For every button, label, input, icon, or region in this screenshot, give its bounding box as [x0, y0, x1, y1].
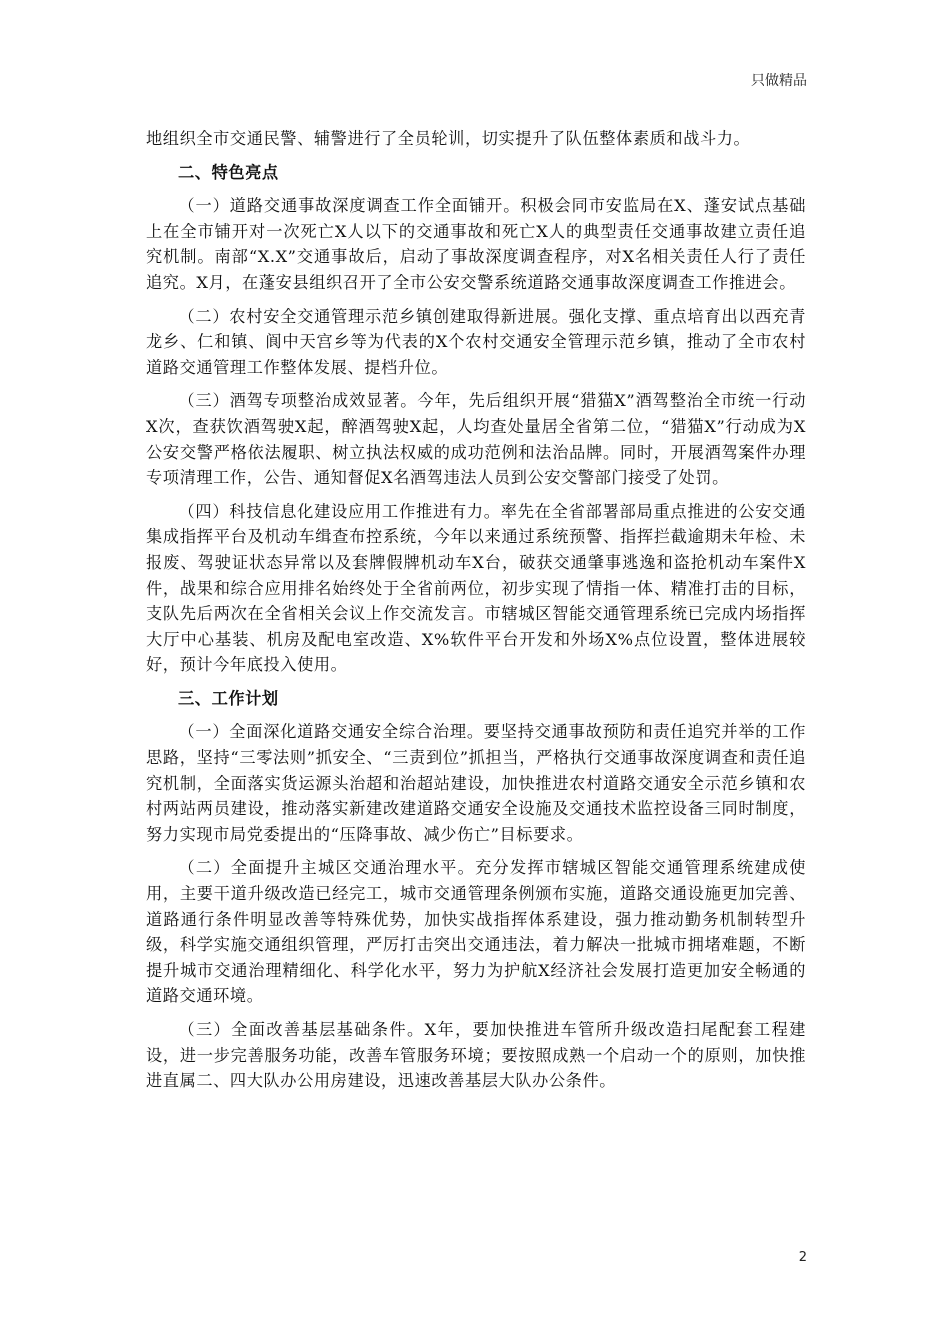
features-paragraph-3: （三）酒驾专项整治成效显著。今年，先后组织开展“猎猫X”酒驾整治全市统一行动X次，查获饮酒驾驶X起，醉酒驾驶X起，人均查处量居全省第二位，“猎猫X”行动成为X公安交警严格依法履职、树立执法权威的成功范例和法治品牌。同时，开展酒驾案件办理专项清理工作，公告、通知督促X名酒驾违法人员到公安交警部门接受了处罚。: [146, 391, 806, 488]
section-heading-plan: 三、工作计划: [178, 688, 279, 708]
features-paragraph-4: （四）科技信息化建设应用工作推进有力。率先在全省部署部局重点推进的公安交通集成指挥平台及机动车缉查布控系统，今年以来通过系统预警、指挥拦截逾期未年检、未报废、驾驶证状态异常以及套牌假牌机动车X台，破获交通肇事逃逸和盗抢机动车案件X件，战果和综合应用排名始终处于全省前两位，初步实现了情指一体、精准打击的目标，支队先后两次在全省相关会议上作交流发言。市辖城区智能交通管理系统已完成内场指挥大厅中心基装、机房及配电室改造、X%软件平台开发和外场X%点位设置，整体进展较好，预计今年底投入使用。: [146, 501, 806, 675]
page-number: 2: [798, 1250, 807, 1265]
plan-paragraph-2: （二）全面提升主城区交通治理水平。充分发挥市辖城区智能交通管理系统建成使用，主要干道升级改造已经完工，城市交通管理条例颁布实施，道路交通设施更加完善、道路通行条件明显改善等特殊优势，加快实战指挥体系建设，强力推动勤务机制转型升级，科学实施交通组织管理，严厉打击突出交通违法，着力解决一批城市拥堵难题，不断提升城市交通治理精细化、科学化水平，努力为护航X经济社会发展打造更加安全畅通的道路交通环境。: [146, 858, 806, 1006]
document-body: [146, 126, 806, 1102]
features-paragraph-1: （一）道路交通事故深度调查工作全面铺开。积极会同市安监局在X、蓬安试点基础上在全市铺开对一次死亡X人以下的交通事故和死亡X人的典型责任交通事故建立责任追究机制。南部“X.X”交通事故后，启动了事故深度调查程序，对X名相关责任人行了责任追究。X月，在蓬安县组织召开了全市公安交警系统道路交通事故深度调查工作推进会。: [146, 196, 806, 292]
intro-tail-paragraph: 地组织全市交通民警、辅警进行了全员轮训，切实提升了队伍整体素质和战斗力。: [146, 129, 751, 148]
plan-paragraph-3: （三）全面改善基层基础条件。X年，要加快推进车管所升级改造扫尾配套工程建设，进一步完善服务功能，改善车管服务环境；要按照成熟一个启动一个的原则，加快推进直属二、四大队办公用房建设，迅速改善基层大队办公条件。: [146, 1020, 806, 1091]
plan-paragraph-1: （一）全面深化道路交通安全综合治理。要坚持交通事故预防和责任追究并举的工作思路，坚持“三零法则”抓安全、“三责到位”抓担当，严格执行交通事故深度调查和责任追究机制，全面落实货运源头治超和治超站建设，加快推进农村道路交通安全示范乡镇和农村两站两员建设，推动落实新建改建道路交通安全设施及交通技术监控设备三同时制度，努力实现市局党委提出的“压降事故、减少伤亡”目标要求。: [146, 722, 806, 844]
features-paragraph-2: （二）农村安全交通管理示范乡镇创建取得新进展。强化支撑、重点培育出以西充青龙乡、仁和镇、阆中天宫乡等为代表的X个农村交通安全管理示范乡镇，推动了全市农村道路交通管理工作整体发展、提档升位。: [146, 306, 806, 377]
section-heading-features: 二、特色亮点: [178, 162, 279, 182]
header-note: 只做精品: [751, 73, 807, 89]
